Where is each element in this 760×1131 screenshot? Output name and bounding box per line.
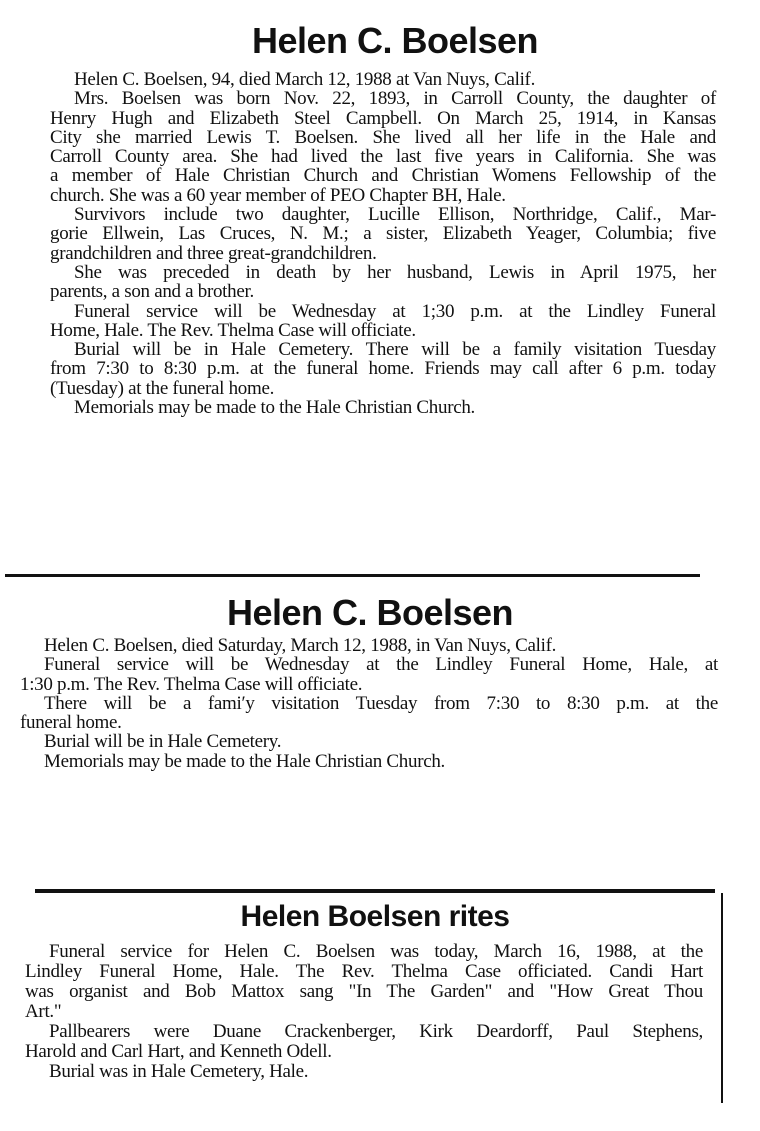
text-line: (Tuesday) at the funeral home. (50, 377, 275, 399)
text-line: She was preceded in death by her husband, Lewis in April 1975, her (74, 261, 716, 283)
text-line: Burial was in Hale Cemetery, Hale. (49, 1061, 309, 1082)
text-line: grandchildren and three great-grandchildren. (50, 242, 377, 264)
text-line: Carroll County area. She had lived the last five years in California. She was (50, 146, 716, 168)
text-line: Harold and Carl Hart, and Kenneth Odell. (25, 1041, 332, 1062)
text-line: church. She was a 60 year member of PEO Chapter BH, Hale. (50, 184, 506, 206)
box-right-rule (721, 893, 723, 1103)
divider-rule (5, 574, 700, 577)
text-line: gorie Ellwein, Las Cruces, N. M.; a sister, Elizabeth Yeager, Columbia; five (50, 223, 716, 245)
text-line: Lindley Funeral Home, Hale. The Rev. Thelma Case officiated. Candi Hart (25, 961, 703, 982)
text-line: Helen C. Boelsen, died Saturday, March 12, 1988, in Van Nuys, Calif. (44, 635, 557, 656)
text-line: Burial will be in Hale Cemetery. There will be a family visitation Tuesday (74, 339, 716, 361)
text-line: parents, a son and a brother. (50, 281, 254, 303)
article-title: Helen C. Boelsen (251, 20, 539, 61)
text-line: funeral home. (20, 712, 122, 734)
text-line: Burial will be in Hale Cemetery. (44, 731, 282, 753)
text-line: from 7:30 to 8:30 p.m. at the funeral home. Friends may call after 6 p.m. today (50, 358, 716, 380)
article-body (20, 636, 718, 771)
article-title: Helen C. Boelsen (226, 592, 514, 633)
text-line: Funeral service will be Wednesday at the Lindley Funeral Home, Hale, at (44, 654, 718, 676)
text-line: City she married Lewis T. Boelsen. She lived all her life in the Hale and (50, 126, 716, 148)
text-line: Memorials may be made to the Hale Christian Church. (74, 397, 476, 419)
text-line: Funeral service for Helen C. Boelsen was today, March 16, 1988, at the (49, 941, 703, 962)
text-line: Pallbearers were Duane Crackenberger, Kirk Deardorff, Paul Stephens, (49, 1021, 703, 1042)
text-line: 1:30 p.m. The Rev. Thelma Case will officiate. (20, 673, 363, 695)
text-line: was organist and Bob Mattox sang "In The Garden" and "How Great Thou (25, 981, 703, 1002)
text-line: Home, Hale. The Rev. Thelma Case will officiate. (50, 319, 416, 341)
text-line: There will be a famiʹy visitation Tuesday from 7:30 to 8:30 p.m. at the (44, 692, 718, 714)
text-line: a member of Hale Christian Church and Christian Womens Fellowship of the (50, 165, 716, 187)
article-body (25, 942, 703, 1082)
box-top-rule (35, 889, 715, 893)
text-line: Funeral service will be Wednesday at 1;30 p.m. at the Lindley Funeral (74, 300, 716, 322)
article-body (50, 70, 716, 417)
text-line: Henry Hugh and Elizabeth Steel Campbell. On March 25, 1914, in Kansas (50, 107, 716, 129)
article-title: Helen Boelsen rites (240, 900, 510, 933)
text-line: Survivors include two daughter, Lucille Ellison, Northridge, Calif., Mar- (74, 204, 716, 226)
text-line: Helen C. Boelsen, 94, died March 12, 1988 at Van Nuys, Calif. (74, 69, 536, 90)
text-line: Memorials may be made to the Hale Christian Church. (44, 750, 446, 772)
text-line: Mrs. Boelsen was born Nov. 22, 1893, in Carroll County, the daughter of (74, 88, 716, 110)
text-line: Art." (25, 1001, 62, 1022)
